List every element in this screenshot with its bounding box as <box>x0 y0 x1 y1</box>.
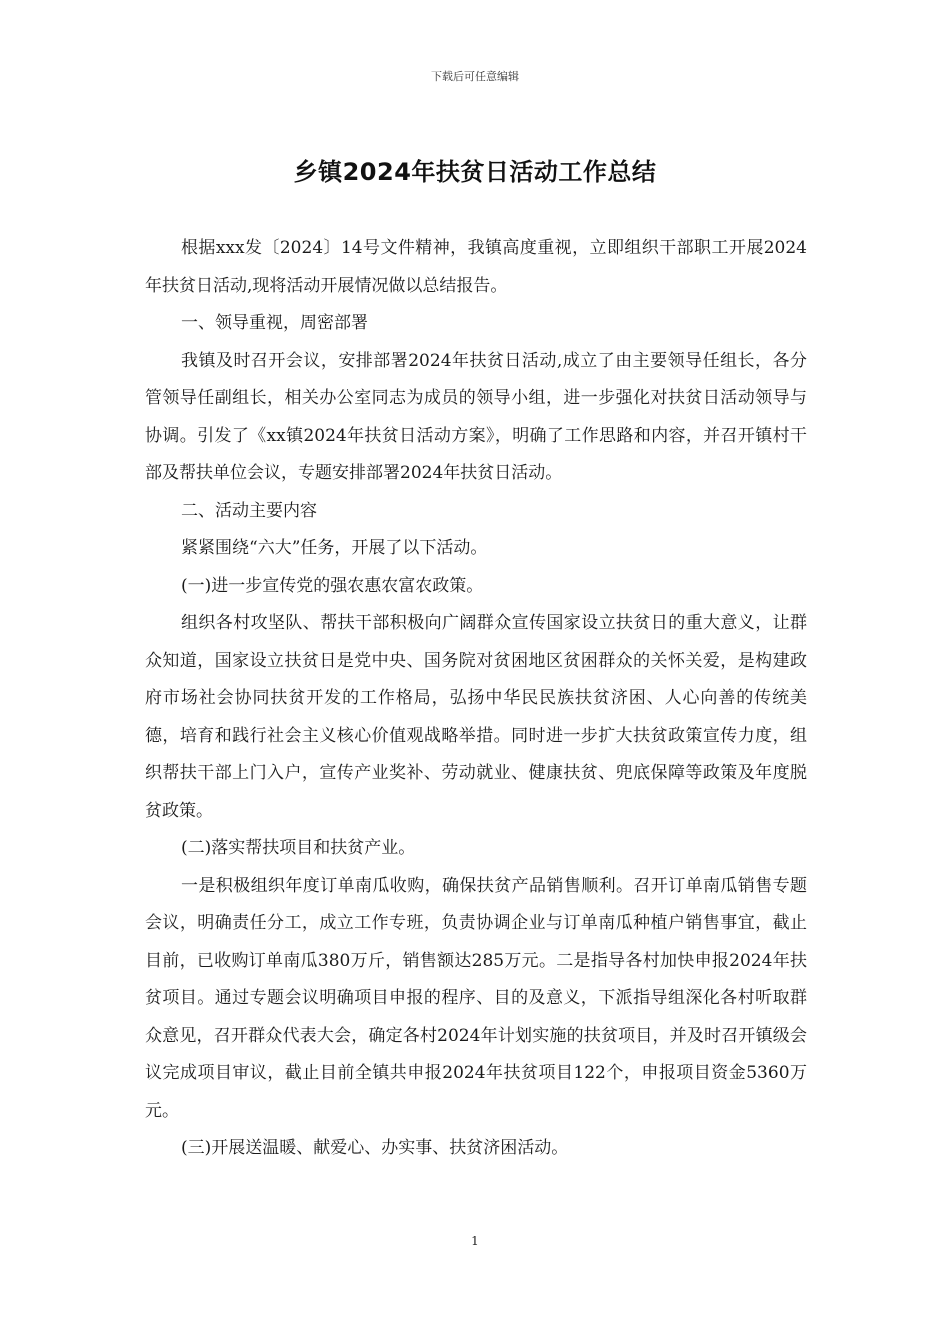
document-title: 乡镇2024年扶贫日活动工作总结 <box>293 158 657 186</box>
section-heading-2: 二、活动主要内容 <box>181 500 317 521</box>
page-number: 1 <box>471 1234 479 1248</box>
paragraph-section-2-intro: 紧紧围绕“六大”任务，开展了以下活动。 <box>181 538 488 558</box>
subheading-3: (三)开展送温暖、献爱心、办实事、扶贫济困活动。 <box>181 1138 569 1158</box>
subheading-2: (二)落实帮扶项目和扶贫产业。 <box>181 838 416 858</box>
paragraph-intro: 根据xxx发〔2024〕14号文件精神，我镇高度重视，立即组织干部职工开展2024年扶贫日活动,现将活动开展情况做以总结报告。 <box>145 238 807 296</box>
paragraph-subsection-1: 组织各村攻坚队、帮扶干部积极向广阔群众宣传国家设立扶贫日的重大意义，让群众知道，国家设立扶贫日是党中央、国务院对贫困地区贫困群众的关怀关爱，是构建政府市场社会协同扶贫开发的工作格局，弘扬中华民民族扶贫济困、人心向善的传统美德，培育和践行社会主义核心价值观战略举措。同时进一步扩大扶贫政策宣传力度，组织帮扶干部上门入户，宣传产业奖补、劳动就业、健康扶贫、兜底保障等政策及年度脱贫政策。 <box>145 613 807 821</box>
subheading-1: (一)进一步宣传党的强农惠农富农政策。 <box>181 575 484 596</box>
section-heading-1: 一、领导重视，周密部署 <box>181 313 368 333</box>
paragraph-subsection-2: 一是积极组织年度订单南瓜收购，确保扶贫产品销售顺利。召开订单南瓜销售专题会议，明确责任分工，成立工作专班，负责协调企业与订单南瓜种植户销售事宜，截止目前，已收购订单南瓜380万斤，销售额达285万元。二是指导各村加快申报2024年扶贫项目。通过专题会议明确项目申报的程序、目的及意义，下派指导组深化各村听取群众意见，召开群众代表大会，确定各村2024年计划实施的扶贫项目，并及时召开镇级会议完成项目审议，截止目前全镇共申报2024年扶贫项目122个，申报项目资金5360万元。 <box>145 875 807 1121</box>
header-note: 下载后可任意编辑 <box>431 70 519 83</box>
document-body <box>145 230 807 1168</box>
paragraph-section-1: 我镇及时召开会议，安排部署2024年扶贫日活动,成立了由主要领导任组长，各分管领导任副组长，相关办公室同志为成员的领导小组，进一步强化对扶贫日活动领导与协调。引发了《xx镇2024年扶贫日活动方案》，明确了工作思路和内容，并召开镇村干部及帮扶单位会议，专题安排部署2024年扶贫日活动。 <box>145 350 807 483</box>
